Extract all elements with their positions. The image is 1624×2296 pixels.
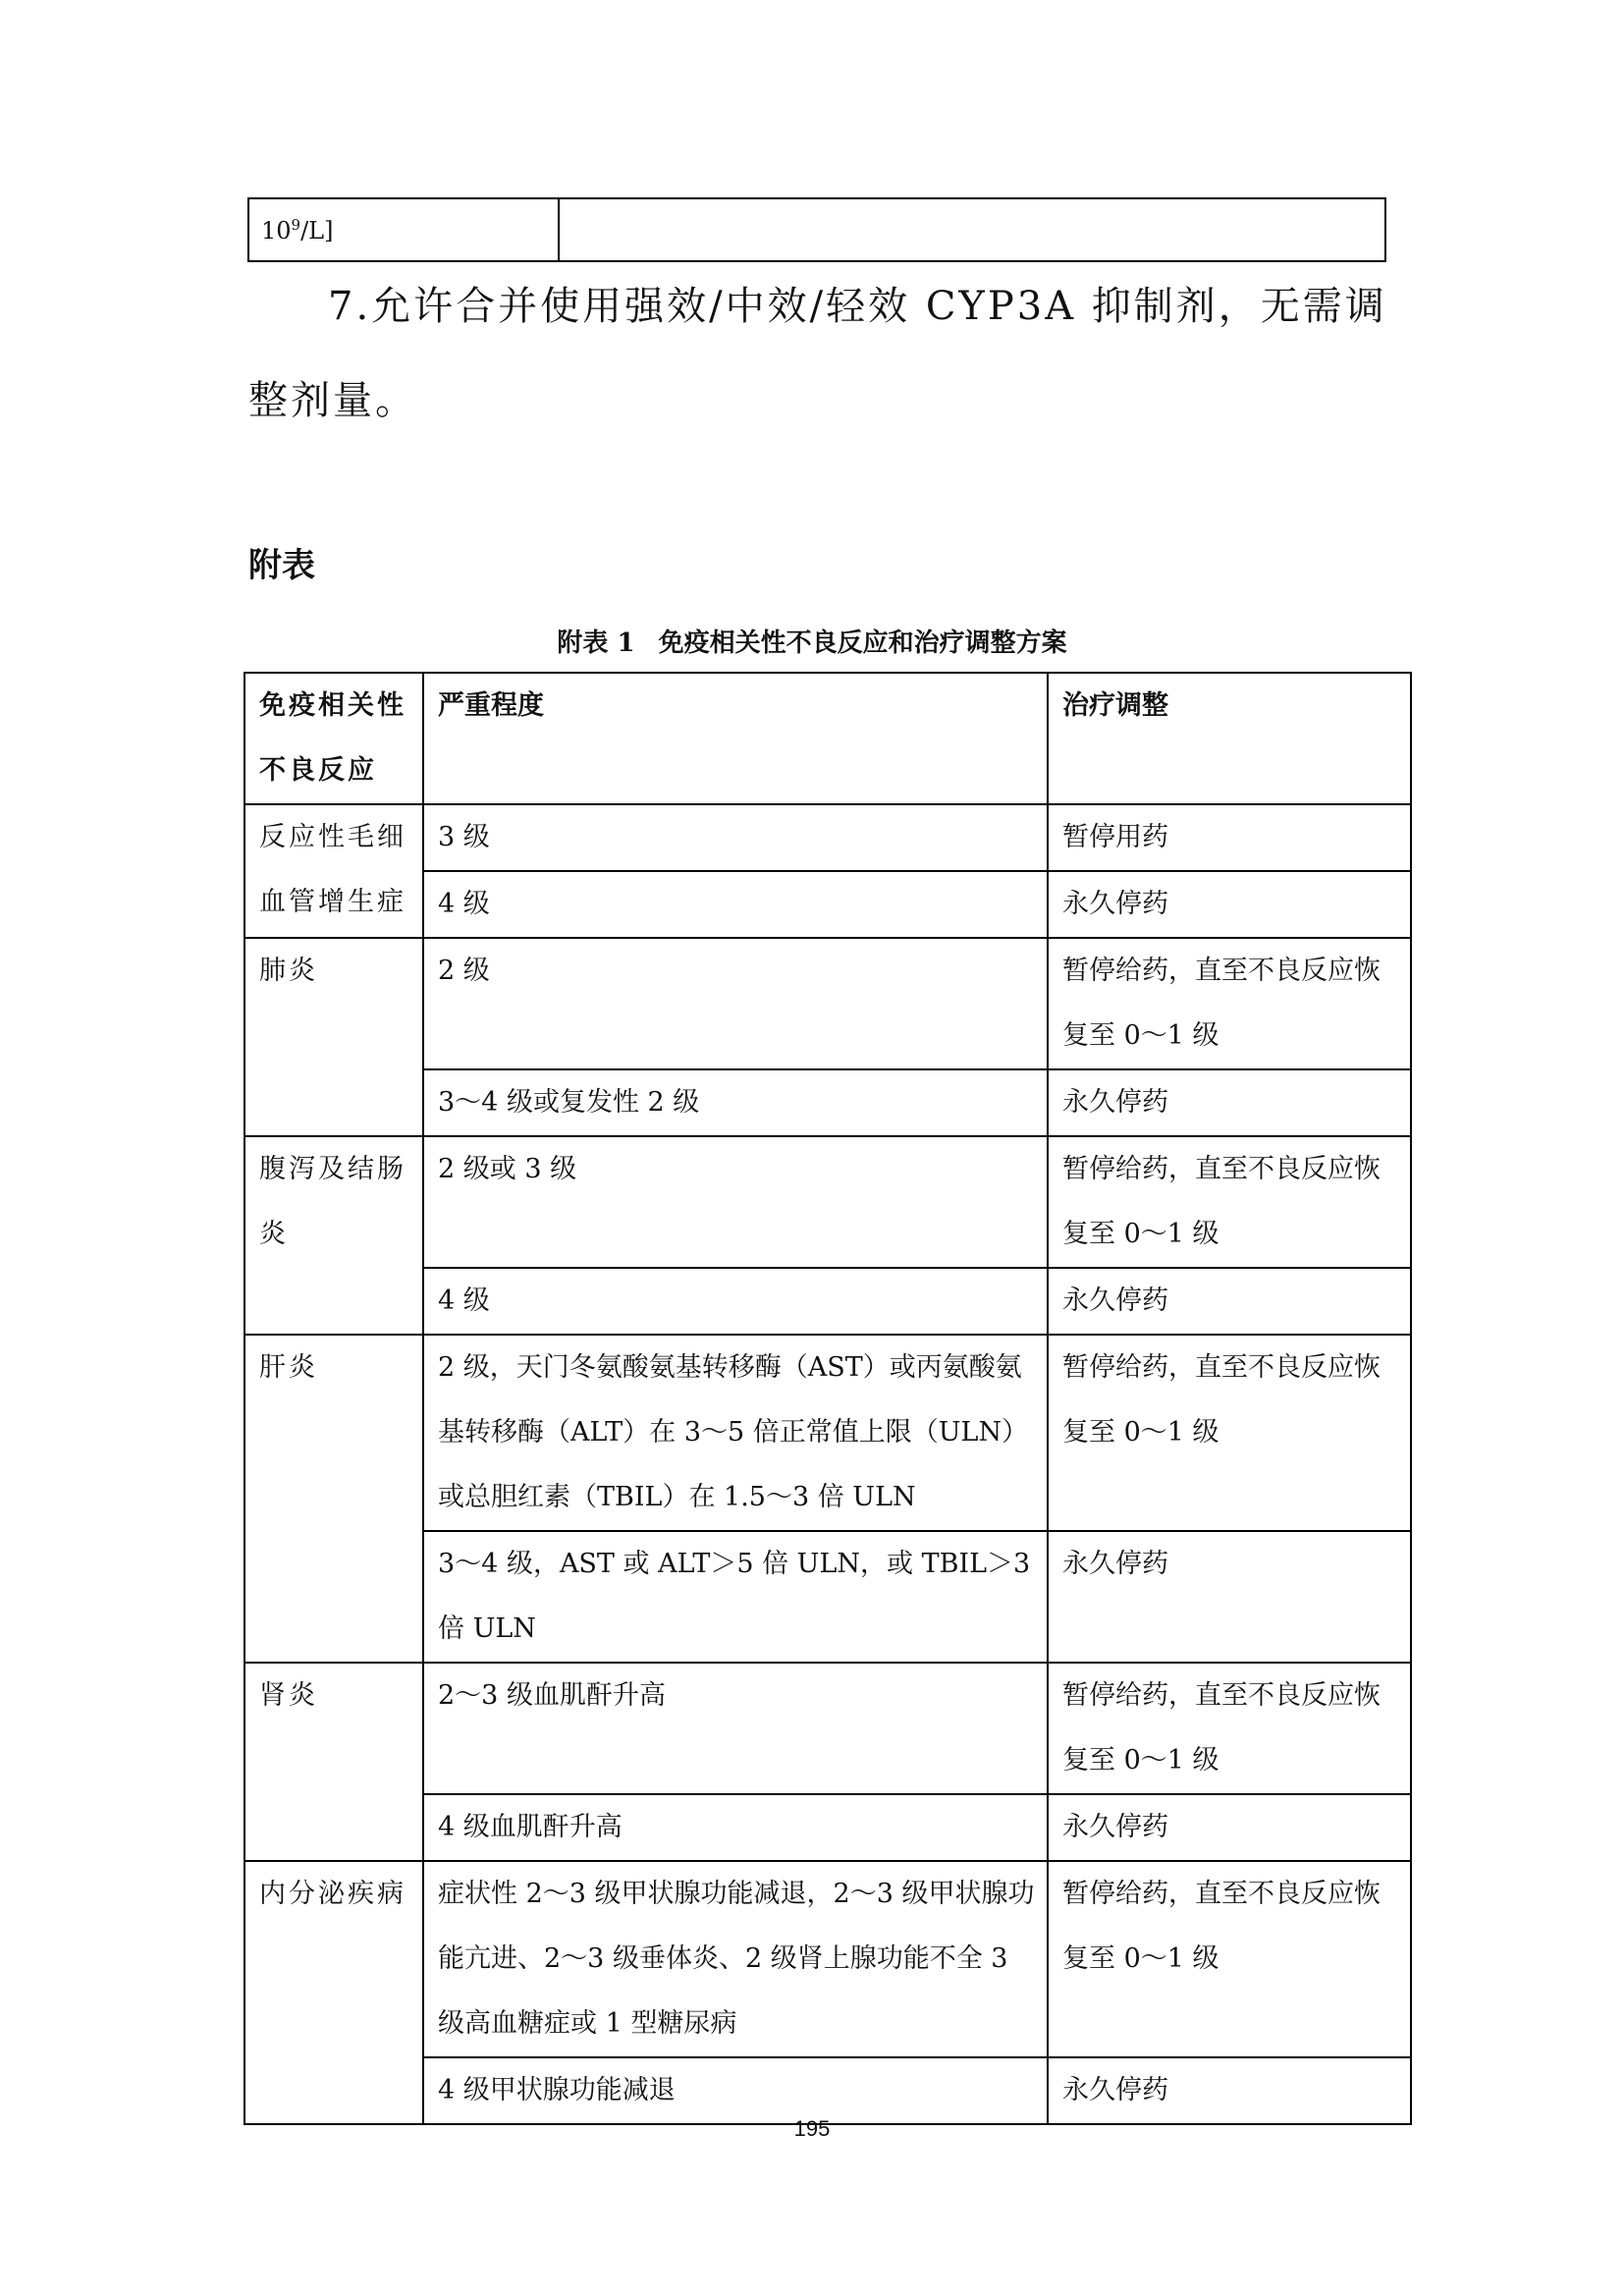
severity-cell: 4 级 <box>423 1268 1048 1335</box>
severity-cell: 3～4 级，AST 或 ALT＞5 倍 ULN，或 TBIL＞3 倍 ULN <box>423 1531 1048 1663</box>
table-row <box>244 804 1411 871</box>
severity-cell: 3～4 级或复发性 2 级 <box>423 1069 1048 1136</box>
table-cell <box>248 198 559 261</box>
adjustment-cell: 永久停药 <box>1048 1069 1411 1136</box>
adjustment-cell: 永久停药 <box>1048 1531 1411 1663</box>
severity-cell: 2 级，天门冬氨酸氨基转移酶（AST）或丙氨酸氨基转移酶（ALT）在 3～5 倍正常值上限（ULN）或总胆红素（TBIL）在 1.5～3 倍 ULN <box>423 1335 1048 1531</box>
adjustment-cell: 永久停药 <box>1048 871 1411 938</box>
adjustment-cell: 暂停给药，直至不良反应恢复至 0～1 级 <box>1048 1663 1411 1794</box>
reaction-category: 肝炎 <box>244 1335 423 1663</box>
severity-cell: 4 级血肌酐升高 <box>423 1794 1048 1861</box>
body-paragraph: 7.允许合并使用强效/中效/轻效 CYP3A 抑制剂，无需调整剂量。 <box>248 284 1387 423</box>
table-caption-title: 免疫相关性不良反应和治疗调整方案 <box>658 629 1067 658</box>
severity-cell: 4 级 <box>423 871 1048 938</box>
reaction-category: 反应性毛细血管增生症 <box>244 804 423 938</box>
adverse-reaction-table <box>244 672 1412 2125</box>
adjustment-cell: 暂停给药，直至不良反应恢复至 0～1 级 <box>1048 1136 1411 1268</box>
table-row <box>244 938 1411 1069</box>
adjustment-cell: 暂停给药，直至不良反应恢复至 0～1 级 <box>1048 1335 1411 1531</box>
cell-value-base: 10 <box>261 216 292 245</box>
table-cell <box>559 198 1385 261</box>
header-severity: 严重程度 <box>423 673 1048 804</box>
cell-value-exponent: 9 <box>291 215 301 234</box>
table-caption-label: 附表 1 <box>557 629 635 658</box>
severity-cell: 2 级 <box>423 938 1048 1069</box>
reaction-category: 内分泌疾病 <box>244 1861 423 2124</box>
header-adjustment: 治疗调整 <box>1048 673 1411 804</box>
reaction-category: 腹泻及结肠炎 <box>244 1136 423 1335</box>
severity-cell: 症状性 2～3 级甲状腺功能减退，2～3 级甲状腺功能亢进、2～3 级垂体炎、2 级肾上腺功能不全 3 级高血糖症或 1 型糖尿病 <box>423 1861 1048 2057</box>
reaction-category: 肾炎 <box>244 1663 423 1861</box>
adjustment-cell: 暂停用药 <box>1048 804 1411 871</box>
table-caption <box>0 623 1624 659</box>
table-row <box>244 1335 1411 1531</box>
appendix-heading: 附表 <box>248 546 315 585</box>
table-header-row <box>244 673 1411 804</box>
table-row <box>248 198 1385 261</box>
table-row <box>244 1136 1411 1268</box>
severity-cell: 3 级 <box>423 804 1048 871</box>
severity-cell: 4 级甲状腺功能减退 <box>423 2057 1048 2124</box>
header-reaction: 免疫相关性不良反应 <box>244 673 423 804</box>
adjustment-cell: 永久停药 <box>1048 2057 1411 2124</box>
reaction-category: 肺炎 <box>244 938 423 1136</box>
adjustment-cell: 暂停给药，直至不良反应恢复至 0～1 级 <box>1048 938 1411 1069</box>
page-number: 195 <box>793 2116 831 2141</box>
continued-table-fragment <box>247 197 1386 262</box>
severity-cell: 2～3 级血肌酐升高 <box>423 1663 1048 1794</box>
adjustment-cell: 永久停药 <box>1048 1268 1411 1335</box>
severity-cell: 2 级或 3 级 <box>423 1136 1048 1268</box>
table-row <box>244 1663 1411 1794</box>
adjustment-cell: 暂停给药，直至不良反应恢复至 0～1 级 <box>1048 1861 1411 2057</box>
table-row <box>244 1861 1411 2057</box>
cell-value-unit: /L] <box>300 216 334 245</box>
adjustment-cell: 永久停药 <box>1048 1794 1411 1861</box>
